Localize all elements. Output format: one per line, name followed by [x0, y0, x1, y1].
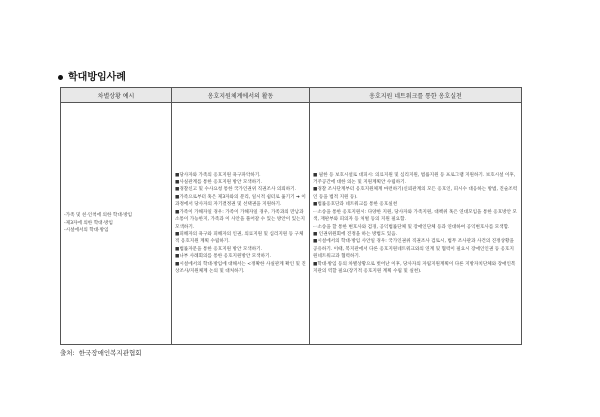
list-item: ■ 필한 등 보호시설로 대피시: 의료지원 및 심리지원, 법률지원 등 프로그램 지원하기. 보호시설 이후, 거주공간에 대한 의논 및 지원계획안 수립하기. — [313, 172, 516, 186]
list-item: ■법률옹호단과 네트워크를 통한 옹호실천 — [313, 202, 398, 208]
list-item: ■가족이 가해자일 경우: 가족이 가해자일 경우, 가족과의 만남과 소통이 가능한지, 가족과 이 사안을 풀어갈 수 있는 방안이 있는지 모색하기. — [175, 209, 305, 230]
list-item: -제3자에 의한 학대·방임 — [64, 220, 113, 226]
list-item: ■경찰 조사단계부터 옹호지원체계 마련하기(신뢰관계의 모든 옹호인, 피시수 대응하는 방법, 진술조력인 등을 법적 지원 등). — [313, 187, 518, 200]
list-item: ■학대·방임 등의 차별상황으로 벗어난 이후, 당사자의 자립지원계획이 다른 지방자치단체와 장애인복지관의 역할 필요(장기적 옹호지원 계획 수립 및 실천). — [313, 261, 516, 274]
source-label: 출처: — [60, 349, 75, 357]
header-support-activities: 옹호지원체계에서의 활동 — [172, 88, 310, 103]
list-item: ■시설에서의 학대·방임에 대해서는 <정확한 사실관계 확인 및 진상조사/지원체계 논의 및 대처하기. — [175, 261, 306, 274]
header-network-practice: 옹호지원 네트워크를 통한 옹호실천 — [310, 88, 522, 103]
table-row — [61, 103, 522, 345]
cell-activities — [172, 103, 310, 345]
activities-list — [175, 172, 306, 276]
list-item: ■피해자의 욕구와 피해자의 인권, 의료지원 및 심리지원 등 구체적 옹호지원 계획 수립하기. — [175, 231, 304, 245]
list-item: ■법률자문을 통한 옹호지원 방안 모색하기. — [175, 246, 263, 252]
list-item: ㅡ소송을 통한 옹호지원시: 다양한 지원, 당사자와 가족지원, 대책위 혹은 연대모임을 통한 옹호방안 모색, 재판부와 피의자 등 처벌 등의 지원 필요함. — [313, 209, 517, 223]
list-item: ■시설에서의 학대·방임 사안일 경우: 국가인권위 직권조사 검토시, 법무 조사관과 사건의 진정상황을 공유하기. 이때, 복지관에서 다른 옹호지원네트워크와의 연계 및 협력이 필요시 장애인인권 등 옹호지원네트워크과 협력하기. — [313, 239, 514, 260]
list-item: ㅡ소송을 할 통한 변호사와 검경, 공익법률단체 및 장애인단체 등과 연대하여 공익변호사를 모색함. — [313, 224, 510, 230]
list-item: ■당사자와 가족의 옹호지원 욕구파악하기. — [175, 172, 261, 178]
header-discrimination-example: 차별상황 예시 — [61, 88, 172, 103]
list-item: ■나부 사례회의를 통한 옹호지원방안 모색하기. — [175, 254, 271, 260]
list-item: ■경찰신고 및 수사요청 통한 국가인권위 직권조사 의뢰하기. — [175, 187, 297, 193]
section-heading-text: 학대방임사례 — [68, 72, 126, 83]
list-item: ■가족으로부터 혹은 제3자와의 분리, 일시적 쉼터로 옮기기 ➔ 이 과정에서 당사자의 자기결정권 및 선택권을 지원하기. — [175, 194, 306, 208]
advocacy-table — [60, 87, 522, 345]
table-header-row — [61, 88, 522, 103]
source-text: 한국장애인복지관협회 — [78, 349, 142, 357]
cell-network — [310, 103, 522, 345]
section-heading — [58, 68, 126, 83]
examples-list — [64, 212, 168, 234]
list-item: ■사실관계를 통한 옹호지원 방안 모색하기. — [175, 180, 263, 186]
network-list — [313, 172, 518, 276]
list-item: -가족 및 친·인척에 의한 학대·방임 — [64, 213, 133, 219]
list-item: ■ 인권위원회에 진정을 하는 방법도 있음. — [313, 231, 398, 237]
source-note — [60, 348, 146, 357]
list-item: -시설에서의 학대·방임 — [64, 228, 109, 234]
cell-examples — [61, 103, 172, 345]
bullet-icon — [58, 75, 63, 80]
